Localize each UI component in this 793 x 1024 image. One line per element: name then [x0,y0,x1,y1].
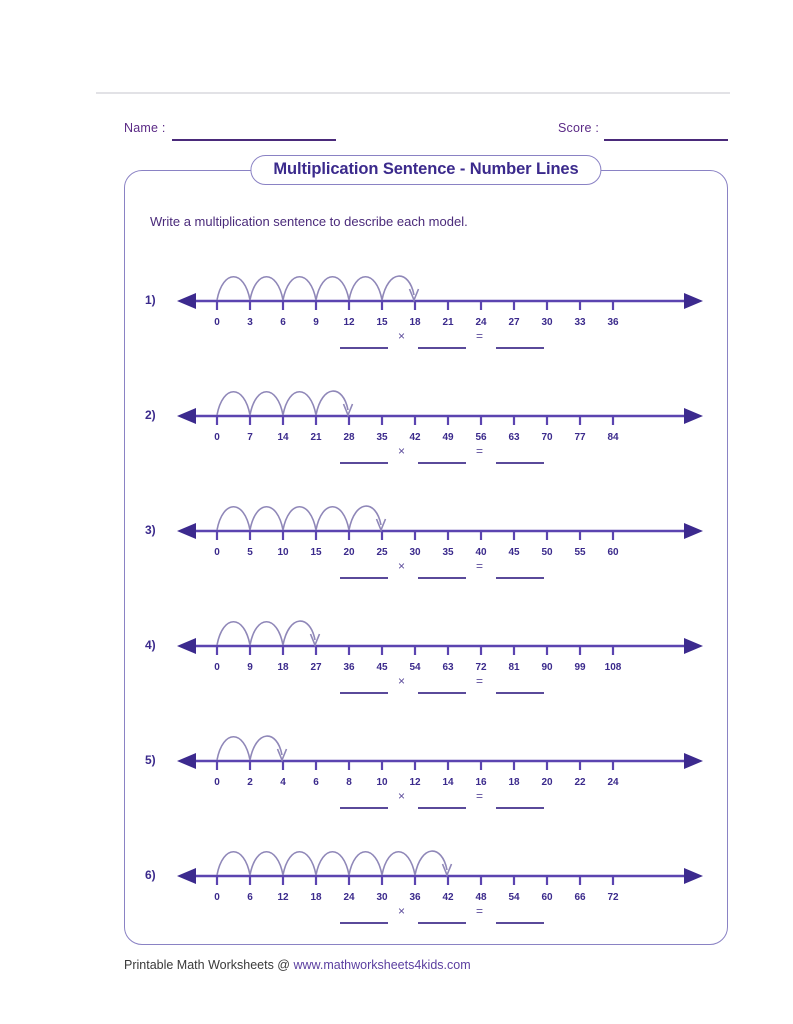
tick-label: 15 [310,547,322,557]
tick-label: 0 [214,777,220,787]
tick-label: 9 [247,662,253,672]
tick-label: 9 [313,317,319,327]
equals-symbol: = [476,789,484,803]
tick-label: 33 [574,317,586,327]
problem-index: 4) [145,638,156,652]
product-blank[interactable] [496,462,544,464]
axis-arrow-left [177,523,196,539]
tick-label: 8 [346,777,352,787]
score-input-line[interactable] [604,139,728,141]
tick-label: 55 [574,547,586,557]
product-blank[interactable] [496,692,544,694]
axis-arrow-left [177,638,196,654]
product-blank[interactable] [496,807,544,809]
jump-arc [316,507,349,530]
equals-symbol: = [476,329,484,343]
problem-index: 3) [145,523,156,537]
tick-label: 18 [277,662,289,672]
number-line [169,824,709,902]
tick-label: 54 [409,662,421,672]
tick-label: 90 [541,662,553,672]
tick-label: 36 [607,317,619,327]
tick-label: 10 [277,547,289,557]
tick-label: 99 [574,662,586,672]
jump-arc [250,622,283,645]
tick-label: 25 [376,547,388,557]
worksheet-title-pill [250,155,601,185]
tick-label: 0 [214,317,220,327]
instruction-text: Write a multiplication sentence to describe each model. [150,214,468,229]
jump-arc [415,851,447,875]
tick-label: 5 [247,547,253,557]
jump-arc [250,736,282,760]
tick-label: 70 [541,432,553,442]
times-symbol: × [398,904,406,918]
factor1-blank[interactable] [340,347,388,349]
jump-arc [349,852,382,875]
problem-index: 2) [145,408,156,422]
axis-arrow-right [684,868,703,884]
footer-prefix: Printable Math Worksheets @ [124,958,294,972]
answer-row [330,444,590,470]
tick-label: 60 [541,892,553,902]
jump-arc [250,392,283,415]
times-symbol: × [398,444,406,458]
tick-label: 27 [508,317,520,327]
tick-label: 20 [541,777,553,787]
axis-arrow-left [177,868,196,884]
jump-arc [349,506,381,530]
number-line [169,479,709,557]
tick-label: 4 [280,777,286,787]
tick-label: 49 [442,432,454,442]
jump-arc [283,507,316,530]
tick-label: 72 [475,662,487,672]
tick-label: 72 [607,892,619,902]
jump-arc [217,277,250,300]
axis-arrow-right [684,293,703,309]
product-blank[interactable] [496,347,544,349]
jump-arc [217,507,250,530]
name-label: Name : [124,121,166,135]
axis-arrow-right [684,523,703,539]
axis-arrow-right [684,408,703,424]
jump-arc [382,852,415,875]
jump-arc [316,852,349,875]
jump-arc [250,507,283,530]
tick-label: 48 [475,892,487,902]
tick-label: 7 [247,432,253,442]
factor1-blank[interactable] [340,577,388,579]
tick-label: 42 [442,892,454,902]
tick-label: 36 [409,892,421,902]
times-symbol: × [398,559,406,573]
factor2-blank[interactable] [418,347,466,349]
equals-symbol: = [476,559,484,573]
score-label: Score : [558,121,599,135]
tick-label: 21 [442,317,454,327]
axis-arrow-left [177,753,196,769]
product-blank[interactable] [496,577,544,579]
answer-row [330,789,590,815]
jump-arc [283,277,316,300]
tick-label: 10 [376,777,388,787]
tick-label: 27 [310,662,322,672]
factor1-blank[interactable] [340,462,388,464]
tick-label: 0 [214,432,220,442]
tick-label: 42 [409,432,421,442]
factor1-blank[interactable] [340,922,388,924]
jump-arc [250,277,283,300]
tick-label: 24 [343,892,355,902]
tick-label: 12 [409,777,421,787]
jump-arc [217,852,250,875]
tick-label: 108 [604,662,622,672]
tick-label: 40 [475,547,487,557]
equals-symbol: = [476,904,484,918]
jump-arc [283,392,316,415]
factor1-blank[interactable] [340,692,388,694]
tick-label: 50 [541,547,553,557]
tick-label: 30 [541,317,553,327]
tick-label: 15 [376,317,388,327]
worksheet-body [124,160,728,945]
factor2-blank[interactable] [418,922,466,924]
factor2-blank[interactable] [418,692,466,694]
tick-label: 6 [280,317,286,327]
axis-arrow-left [177,408,196,424]
tick-label: 66 [574,892,586,902]
tick-label: 2 [247,777,253,787]
tick-label: 16 [475,777,487,787]
tick-label: 36 [343,662,355,672]
jump-arc [349,277,382,300]
jump-arc [217,622,250,645]
jump-arc [217,392,250,415]
problem-index: 6) [145,868,156,882]
tick-label: 60 [607,547,619,557]
tick-label: 18 [409,317,421,327]
tick-label: 54 [508,892,520,902]
student-info-row [0,118,793,148]
axis-arrow-right [684,638,703,654]
times-symbol: × [398,789,406,803]
answer-row [330,904,590,930]
answer-row [330,559,590,585]
footer [124,958,471,972]
tick-label: 81 [508,662,520,672]
tick-label: 22 [574,777,586,787]
jump-arc [283,621,315,645]
tick-label: 24 [475,317,487,327]
number-line [169,709,709,787]
footer-url[interactable]: www.mathworksheets4kids.com [293,958,471,972]
tick-label: 35 [442,547,454,557]
tick-label: 14 [442,777,454,787]
tick-label: 63 [442,662,454,672]
tick-label: 12 [277,892,289,902]
tick-label: 14 [277,432,289,442]
problem-index: 1) [145,293,156,307]
tick-label: 20 [343,547,355,557]
tick-label: 63 [508,432,520,442]
tick-label: 0 [214,892,220,902]
tick-label: 35 [376,432,388,442]
jump-arc [382,276,414,300]
jump-arc [217,737,250,760]
jump-arc [283,852,316,875]
tick-label: 45 [508,547,520,557]
times-symbol: × [398,674,406,688]
factor2-blank[interactable] [418,462,466,464]
tick-label: 45 [376,662,388,672]
tick-label: 18 [310,892,322,902]
tick-label: 77 [574,432,586,442]
number-line [169,249,709,327]
factor2-blank[interactable] [418,807,466,809]
answer-row [330,329,590,355]
page-title: Multiplication Sentence - Number Lines [273,160,579,178]
problem-index: 5) [145,753,156,767]
tick-label: 18 [508,777,520,787]
jump-arc [250,852,283,875]
top-divider [96,92,730,94]
tick-label: 0 [214,547,220,557]
equals-symbol: = [476,674,484,688]
tick-label: 84 [607,432,619,442]
tick-label: 21 [310,432,322,442]
tick-label: 6 [247,892,253,902]
tick-label: 3 [247,317,253,327]
product-blank[interactable] [496,922,544,924]
factor2-blank[interactable] [418,577,466,579]
axis-arrow-right [684,753,703,769]
number-line [169,594,709,672]
tick-label: 30 [409,547,421,557]
jump-arc [316,277,349,300]
answer-row [330,674,590,700]
equals-symbol: = [476,444,484,458]
tick-label: 0 [214,662,220,672]
tick-label: 6 [313,777,319,787]
number-line [169,364,709,442]
axis-arrow-left [177,293,196,309]
tick-label: 12 [343,317,355,327]
tick-label: 24 [607,777,619,787]
tick-label: 56 [475,432,487,442]
factor1-blank[interactable] [340,807,388,809]
tick-label: 28 [343,432,355,442]
tick-label: 30 [376,892,388,902]
name-input-line[interactable] [172,139,336,141]
times-symbol: × [398,329,406,343]
jump-arc [316,391,348,415]
